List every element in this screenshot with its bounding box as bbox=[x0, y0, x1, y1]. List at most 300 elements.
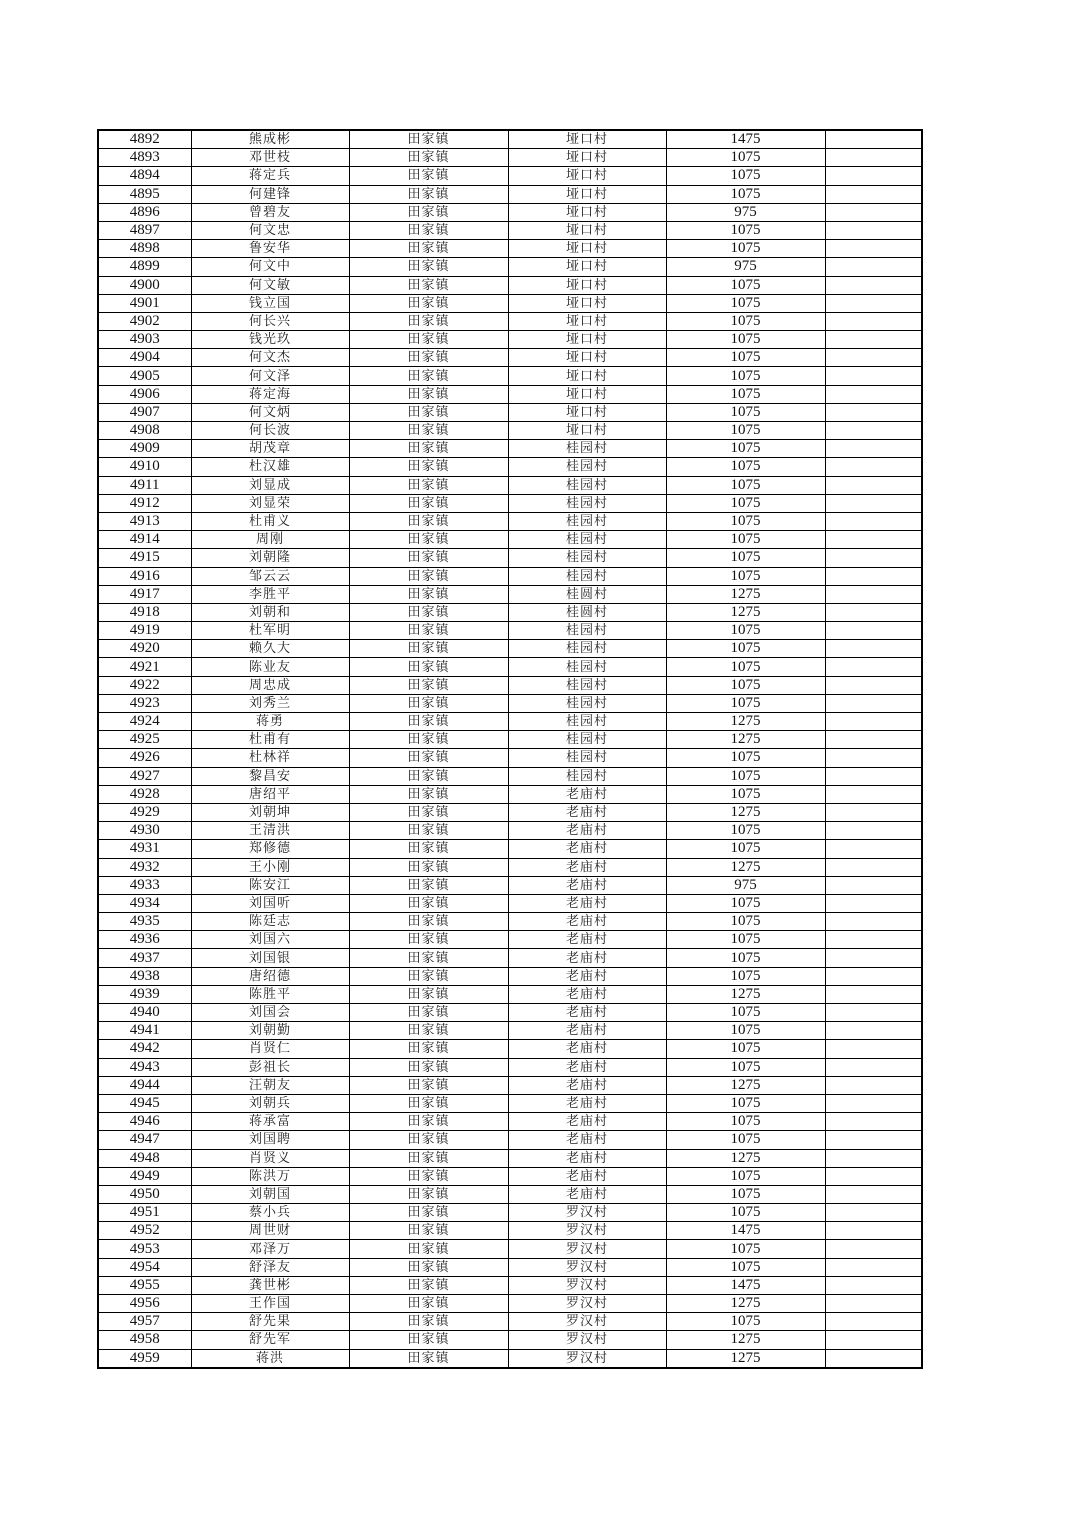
town-cell: 田家镇 bbox=[349, 894, 508, 912]
name-cell: 周世财 bbox=[191, 1222, 349, 1240]
town-cell: 田家镇 bbox=[349, 767, 508, 785]
village-cell: 老庙村 bbox=[508, 1185, 666, 1203]
amount-cell: 1075 bbox=[666, 294, 825, 312]
amount-cell: 975 bbox=[666, 203, 825, 221]
table-row bbox=[98, 1149, 922, 1167]
table-row bbox=[98, 1022, 922, 1040]
remark-cell bbox=[825, 276, 922, 294]
remark-cell bbox=[825, 785, 922, 803]
name-cell: 曾碧友 bbox=[191, 203, 349, 221]
remark-cell bbox=[825, 1258, 922, 1276]
remark-cell bbox=[825, 167, 922, 185]
amount-cell: 1075 bbox=[666, 567, 825, 585]
row-number-cell: 4915 bbox=[98, 549, 191, 567]
village-cell: 老庙村 bbox=[508, 1167, 666, 1185]
table-row bbox=[98, 567, 922, 585]
remark-cell bbox=[825, 458, 922, 476]
name-cell: 刘国银 bbox=[191, 949, 349, 967]
table-row bbox=[98, 149, 922, 167]
table-row bbox=[98, 822, 922, 840]
town-cell: 田家镇 bbox=[349, 440, 508, 458]
name-cell: 何文中 bbox=[191, 258, 349, 276]
row-number-cell: 4954 bbox=[98, 1258, 191, 1276]
table-row bbox=[98, 676, 922, 694]
remark-cell bbox=[825, 1331, 922, 1349]
village-cell: 罗汉村 bbox=[508, 1349, 666, 1368]
table-row bbox=[98, 385, 922, 403]
remark-cell bbox=[825, 440, 922, 458]
remark-cell bbox=[825, 258, 922, 276]
table-row bbox=[98, 603, 922, 621]
village-cell: 垭口村 bbox=[508, 240, 666, 258]
town-cell: 田家镇 bbox=[349, 603, 508, 621]
row-number-cell: 4905 bbox=[98, 367, 191, 385]
village-cell: 桂园村 bbox=[508, 640, 666, 658]
table-row bbox=[98, 1222, 922, 1240]
row-number-cell: 4944 bbox=[98, 1076, 191, 1094]
town-cell: 田家镇 bbox=[349, 331, 508, 349]
table-row bbox=[98, 913, 922, 931]
row-number-cell: 4906 bbox=[98, 385, 191, 403]
amount-cell: 975 bbox=[666, 876, 825, 894]
town-cell: 田家镇 bbox=[349, 676, 508, 694]
name-cell: 赖久大 bbox=[191, 640, 349, 658]
row-number-cell: 4912 bbox=[98, 494, 191, 512]
village-cell: 垭口村 bbox=[508, 312, 666, 330]
name-cell: 王小刚 bbox=[191, 858, 349, 876]
table-row bbox=[98, 1167, 922, 1185]
town-cell: 田家镇 bbox=[349, 1040, 508, 1058]
remark-cell bbox=[825, 1276, 922, 1294]
amount-cell: 1075 bbox=[666, 640, 825, 658]
remark-cell bbox=[825, 567, 922, 585]
row-number-cell: 4923 bbox=[98, 694, 191, 712]
table-row bbox=[98, 240, 922, 258]
town-cell: 田家镇 bbox=[349, 585, 508, 603]
row-number-cell: 4945 bbox=[98, 1094, 191, 1112]
row-number-cell: 4937 bbox=[98, 949, 191, 967]
amount-cell: 1075 bbox=[666, 931, 825, 949]
town-cell: 田家镇 bbox=[349, 840, 508, 858]
town-cell: 田家镇 bbox=[349, 1131, 508, 1149]
name-cell: 蒋承富 bbox=[191, 1113, 349, 1131]
row-number-cell: 4922 bbox=[98, 676, 191, 694]
remark-cell bbox=[825, 767, 922, 785]
amount-cell: 1075 bbox=[666, 494, 825, 512]
village-cell: 罗汉村 bbox=[508, 1331, 666, 1349]
village-cell: 垭口村 bbox=[508, 185, 666, 203]
village-cell: 老庙村 bbox=[508, 840, 666, 858]
name-cell: 刘国听 bbox=[191, 894, 349, 912]
town-cell: 田家镇 bbox=[349, 913, 508, 931]
village-cell: 老庙村 bbox=[508, 858, 666, 876]
table-row bbox=[98, 458, 922, 476]
remark-cell bbox=[825, 549, 922, 567]
village-cell: 老庙村 bbox=[508, 1094, 666, 1112]
table-row bbox=[98, 331, 922, 349]
amount-cell: 1075 bbox=[666, 276, 825, 294]
row-number-cell: 4939 bbox=[98, 985, 191, 1003]
town-cell: 田家镇 bbox=[349, 203, 508, 221]
table-row bbox=[98, 858, 922, 876]
remark-cell bbox=[825, 713, 922, 731]
town-cell: 田家镇 bbox=[349, 1258, 508, 1276]
remark-cell bbox=[825, 822, 922, 840]
row-number-cell: 4921 bbox=[98, 658, 191, 676]
row-number-cell: 4919 bbox=[98, 622, 191, 640]
row-number-cell: 4904 bbox=[98, 349, 191, 367]
name-cell: 杜甫有 bbox=[191, 731, 349, 749]
town-cell: 田家镇 bbox=[349, 549, 508, 567]
table-row bbox=[98, 1131, 922, 1149]
row-number-cell: 4928 bbox=[98, 785, 191, 803]
remark-cell bbox=[825, 749, 922, 767]
town-cell: 田家镇 bbox=[349, 1149, 508, 1167]
remark-cell bbox=[825, 422, 922, 440]
remark-cell bbox=[825, 1040, 922, 1058]
name-cell: 蒋定海 bbox=[191, 385, 349, 403]
row-number-cell: 4924 bbox=[98, 713, 191, 731]
row-number-cell: 4951 bbox=[98, 1204, 191, 1222]
town-cell: 田家镇 bbox=[349, 531, 508, 549]
table-row bbox=[98, 476, 922, 494]
row-number-cell: 4910 bbox=[98, 458, 191, 476]
village-cell: 老庙村 bbox=[508, 1149, 666, 1167]
row-number-cell: 4892 bbox=[98, 130, 191, 149]
row-number-cell: 4916 bbox=[98, 567, 191, 585]
table-row bbox=[98, 985, 922, 1003]
name-cell: 刘国六 bbox=[191, 931, 349, 949]
town-cell: 田家镇 bbox=[349, 858, 508, 876]
town-cell: 田家镇 bbox=[349, 1058, 508, 1076]
town-cell: 田家镇 bbox=[349, 367, 508, 385]
row-number-cell: 4936 bbox=[98, 931, 191, 949]
remark-cell bbox=[825, 240, 922, 258]
remark-cell bbox=[825, 676, 922, 694]
name-cell: 周忠成 bbox=[191, 676, 349, 694]
remark-cell bbox=[825, 476, 922, 494]
village-cell: 桂园村 bbox=[508, 458, 666, 476]
remark-cell bbox=[825, 1185, 922, 1203]
remark-cell bbox=[825, 221, 922, 239]
table-row bbox=[98, 1113, 922, 1131]
table-row bbox=[98, 1258, 922, 1276]
remark-cell bbox=[825, 640, 922, 658]
remark-cell bbox=[825, 931, 922, 949]
village-cell: 老庙村 bbox=[508, 1022, 666, 1040]
remark-cell bbox=[825, 1076, 922, 1094]
table-row bbox=[98, 494, 922, 512]
village-cell: 垭口村 bbox=[508, 349, 666, 367]
town-cell: 田家镇 bbox=[349, 1185, 508, 1203]
town-cell: 田家镇 bbox=[349, 967, 508, 985]
amount-cell: 1075 bbox=[666, 422, 825, 440]
town-cell: 田家镇 bbox=[349, 822, 508, 840]
amount-cell: 1075 bbox=[666, 1185, 825, 1203]
table-row bbox=[98, 258, 922, 276]
remark-cell bbox=[825, 731, 922, 749]
data-table bbox=[97, 129, 923, 1369]
table-row bbox=[98, 312, 922, 330]
amount-cell: 1075 bbox=[666, 1240, 825, 1258]
remark-cell bbox=[825, 1349, 922, 1368]
town-cell: 田家镇 bbox=[349, 1313, 508, 1331]
name-cell: 陈廷志 bbox=[191, 913, 349, 931]
name-cell: 舒先军 bbox=[191, 1331, 349, 1349]
row-number-cell: 4893 bbox=[98, 149, 191, 167]
amount-cell: 1275 bbox=[666, 603, 825, 621]
town-cell: 田家镇 bbox=[349, 494, 508, 512]
table-row bbox=[98, 440, 922, 458]
table-row bbox=[98, 894, 922, 912]
village-cell: 罗汉村 bbox=[508, 1276, 666, 1294]
remark-cell bbox=[825, 1295, 922, 1313]
remark-cell bbox=[825, 331, 922, 349]
table-row bbox=[98, 1076, 922, 1094]
remark-cell bbox=[825, 1094, 922, 1112]
village-cell: 老庙村 bbox=[508, 1058, 666, 1076]
village-cell: 罗汉村 bbox=[508, 1204, 666, 1222]
amount-cell: 1075 bbox=[666, 512, 825, 530]
remark-cell bbox=[825, 1240, 922, 1258]
row-number-cell: 4894 bbox=[98, 167, 191, 185]
table-row bbox=[98, 1004, 922, 1022]
table-row bbox=[98, 585, 922, 603]
name-cell: 杜军明 bbox=[191, 622, 349, 640]
name-cell: 郑修德 bbox=[191, 840, 349, 858]
remark-cell bbox=[825, 1022, 922, 1040]
name-cell: 刘朝和 bbox=[191, 603, 349, 621]
amount-cell: 1075 bbox=[666, 403, 825, 421]
table-row bbox=[98, 1040, 922, 1058]
town-cell: 田家镇 bbox=[349, 1276, 508, 1294]
name-cell: 唐绍平 bbox=[191, 785, 349, 803]
remark-cell bbox=[825, 203, 922, 221]
town-cell: 田家镇 bbox=[349, 731, 508, 749]
amount-cell: 1075 bbox=[666, 1113, 825, 1131]
remark-cell bbox=[825, 1058, 922, 1076]
village-cell: 桂园村 bbox=[508, 476, 666, 494]
table-row bbox=[98, 622, 922, 640]
row-number-cell: 4899 bbox=[98, 258, 191, 276]
row-number-cell: 4940 bbox=[98, 1004, 191, 1022]
name-cell: 何文泽 bbox=[191, 367, 349, 385]
table-row bbox=[98, 1204, 922, 1222]
village-cell: 桂园村 bbox=[508, 512, 666, 530]
town-cell: 田家镇 bbox=[349, 803, 508, 821]
village-cell: 罗汉村 bbox=[508, 1258, 666, 1276]
row-number-cell: 4953 bbox=[98, 1240, 191, 1258]
row-number-cell: 4917 bbox=[98, 585, 191, 603]
name-cell: 何长波 bbox=[191, 422, 349, 440]
town-cell: 田家镇 bbox=[349, 294, 508, 312]
remark-cell bbox=[825, 967, 922, 985]
town-cell: 田家镇 bbox=[349, 312, 508, 330]
table-row bbox=[98, 694, 922, 712]
name-cell: 何建锋 bbox=[191, 185, 349, 203]
amount-cell: 1075 bbox=[666, 694, 825, 712]
name-cell: 蒋洪 bbox=[191, 1349, 349, 1368]
village-cell: 桂园村 bbox=[508, 440, 666, 458]
amount-cell: 1275 bbox=[666, 1331, 825, 1349]
village-cell: 桂园村 bbox=[508, 549, 666, 567]
town-cell: 田家镇 bbox=[349, 622, 508, 640]
remark-cell bbox=[825, 185, 922, 203]
village-cell: 垭口村 bbox=[508, 258, 666, 276]
row-number-cell: 4955 bbox=[98, 1276, 191, 1294]
amount-cell: 1075 bbox=[666, 1258, 825, 1276]
name-cell: 刘朝坤 bbox=[191, 803, 349, 821]
village-cell: 老庙村 bbox=[508, 913, 666, 931]
town-cell: 田家镇 bbox=[349, 349, 508, 367]
remark-cell bbox=[825, 494, 922, 512]
town-cell: 田家镇 bbox=[349, 1222, 508, 1240]
row-number-cell: 4913 bbox=[98, 512, 191, 530]
amount-cell: 1075 bbox=[666, 385, 825, 403]
name-cell: 舒先果 bbox=[191, 1313, 349, 1331]
town-cell: 田家镇 bbox=[349, 1113, 508, 1131]
name-cell: 刘朝勤 bbox=[191, 1022, 349, 1040]
name-cell: 邓世枝 bbox=[191, 149, 349, 167]
village-cell: 老庙村 bbox=[508, 1113, 666, 1131]
town-cell: 田家镇 bbox=[349, 403, 508, 421]
name-cell: 周刚 bbox=[191, 531, 349, 549]
village-cell: 桂圆村 bbox=[508, 603, 666, 621]
table-row bbox=[98, 167, 922, 185]
amount-cell: 1075 bbox=[666, 1313, 825, 1331]
remark-cell bbox=[825, 1113, 922, 1131]
amount-cell: 1075 bbox=[666, 913, 825, 931]
amount-cell: 1075 bbox=[666, 767, 825, 785]
table-row bbox=[98, 1185, 922, 1203]
name-cell: 刘秀兰 bbox=[191, 694, 349, 712]
amount-cell: 1075 bbox=[666, 622, 825, 640]
town-cell: 田家镇 bbox=[349, 458, 508, 476]
remark-cell bbox=[825, 913, 922, 931]
row-number-cell: 4956 bbox=[98, 1295, 191, 1313]
table-row bbox=[98, 1058, 922, 1076]
town-cell: 田家镇 bbox=[349, 785, 508, 803]
row-number-cell: 4950 bbox=[98, 1185, 191, 1203]
table-row bbox=[98, 1295, 922, 1313]
name-cell: 龚世彬 bbox=[191, 1276, 349, 1294]
town-cell: 田家镇 bbox=[349, 240, 508, 258]
remark-cell bbox=[825, 1131, 922, 1149]
village-cell: 桂园村 bbox=[508, 713, 666, 731]
amount-cell: 1275 bbox=[666, 713, 825, 731]
row-number-cell: 4902 bbox=[98, 312, 191, 330]
row-number-cell: 4925 bbox=[98, 731, 191, 749]
name-cell: 陈胜平 bbox=[191, 985, 349, 1003]
town-cell: 田家镇 bbox=[349, 1004, 508, 1022]
row-number-cell: 4927 bbox=[98, 767, 191, 785]
name-cell: 钱光玖 bbox=[191, 331, 349, 349]
town-cell: 田家镇 bbox=[349, 512, 508, 530]
amount-cell: 1075 bbox=[666, 458, 825, 476]
village-cell: 垭口村 bbox=[508, 294, 666, 312]
row-number-cell: 4907 bbox=[98, 403, 191, 421]
table-row bbox=[98, 640, 922, 658]
town-cell: 田家镇 bbox=[349, 221, 508, 239]
amount-cell: 1075 bbox=[666, 549, 825, 567]
name-cell: 何长兴 bbox=[191, 312, 349, 330]
name-cell: 熊成彬 bbox=[191, 130, 349, 149]
table-row bbox=[98, 549, 922, 567]
village-cell: 垭口村 bbox=[508, 367, 666, 385]
remark-cell bbox=[825, 876, 922, 894]
row-number-cell: 4898 bbox=[98, 240, 191, 258]
table-row bbox=[98, 349, 922, 367]
row-number-cell: 4949 bbox=[98, 1167, 191, 1185]
amount-cell: 1275 bbox=[666, 585, 825, 603]
town-cell: 田家镇 bbox=[349, 876, 508, 894]
table-row bbox=[98, 1349, 922, 1368]
town-cell: 田家镇 bbox=[349, 258, 508, 276]
amount-cell: 1475 bbox=[666, 130, 825, 149]
amount-cell: 1075 bbox=[666, 967, 825, 985]
table-row bbox=[98, 276, 922, 294]
name-cell: 胡茂章 bbox=[191, 440, 349, 458]
name-cell: 刘国会 bbox=[191, 1004, 349, 1022]
table-row bbox=[98, 767, 922, 785]
remark-cell bbox=[825, 858, 922, 876]
amount-cell: 1075 bbox=[666, 749, 825, 767]
amount-cell: 1075 bbox=[666, 1022, 825, 1040]
village-cell: 桂圆村 bbox=[508, 585, 666, 603]
remark-cell bbox=[825, 130, 922, 149]
village-cell: 垭口村 bbox=[508, 203, 666, 221]
town-cell: 田家镇 bbox=[349, 1204, 508, 1222]
table-row bbox=[98, 1313, 922, 1331]
row-number-cell: 4903 bbox=[98, 331, 191, 349]
remark-cell bbox=[825, 349, 922, 367]
village-cell: 老庙村 bbox=[508, 785, 666, 803]
amount-cell: 1075 bbox=[666, 949, 825, 967]
name-cell: 肖贤仁 bbox=[191, 1040, 349, 1058]
amount-cell: 1475 bbox=[666, 1222, 825, 1240]
row-number-cell: 4958 bbox=[98, 1331, 191, 1349]
remark-cell bbox=[825, 367, 922, 385]
amount-cell: 1475 bbox=[666, 1276, 825, 1294]
remark-cell bbox=[825, 694, 922, 712]
town-cell: 田家镇 bbox=[349, 931, 508, 949]
town-cell: 田家镇 bbox=[349, 385, 508, 403]
remark-cell bbox=[825, 1004, 922, 1022]
village-cell: 垭口村 bbox=[508, 149, 666, 167]
row-number-cell: 4909 bbox=[98, 440, 191, 458]
amount-cell: 1075 bbox=[666, 349, 825, 367]
town-cell: 田家镇 bbox=[349, 1240, 508, 1258]
town-cell: 田家镇 bbox=[349, 1094, 508, 1112]
table-row bbox=[98, 713, 922, 731]
table-row bbox=[98, 840, 922, 858]
town-cell: 田家镇 bbox=[349, 949, 508, 967]
row-number-cell: 4897 bbox=[98, 221, 191, 239]
amount-cell: 1075 bbox=[666, 676, 825, 694]
town-cell: 田家镇 bbox=[349, 422, 508, 440]
name-cell: 鲁安华 bbox=[191, 240, 349, 258]
name-cell: 陈洪万 bbox=[191, 1167, 349, 1185]
remark-cell bbox=[825, 985, 922, 1003]
amount-cell: 1275 bbox=[666, 1076, 825, 1094]
name-cell: 李胜平 bbox=[191, 585, 349, 603]
amount-cell: 1075 bbox=[666, 1204, 825, 1222]
table-row bbox=[98, 1240, 922, 1258]
town-cell: 田家镇 bbox=[349, 694, 508, 712]
amount-cell: 1075 bbox=[666, 1167, 825, 1185]
village-cell: 罗汉村 bbox=[508, 1295, 666, 1313]
remark-cell bbox=[825, 149, 922, 167]
